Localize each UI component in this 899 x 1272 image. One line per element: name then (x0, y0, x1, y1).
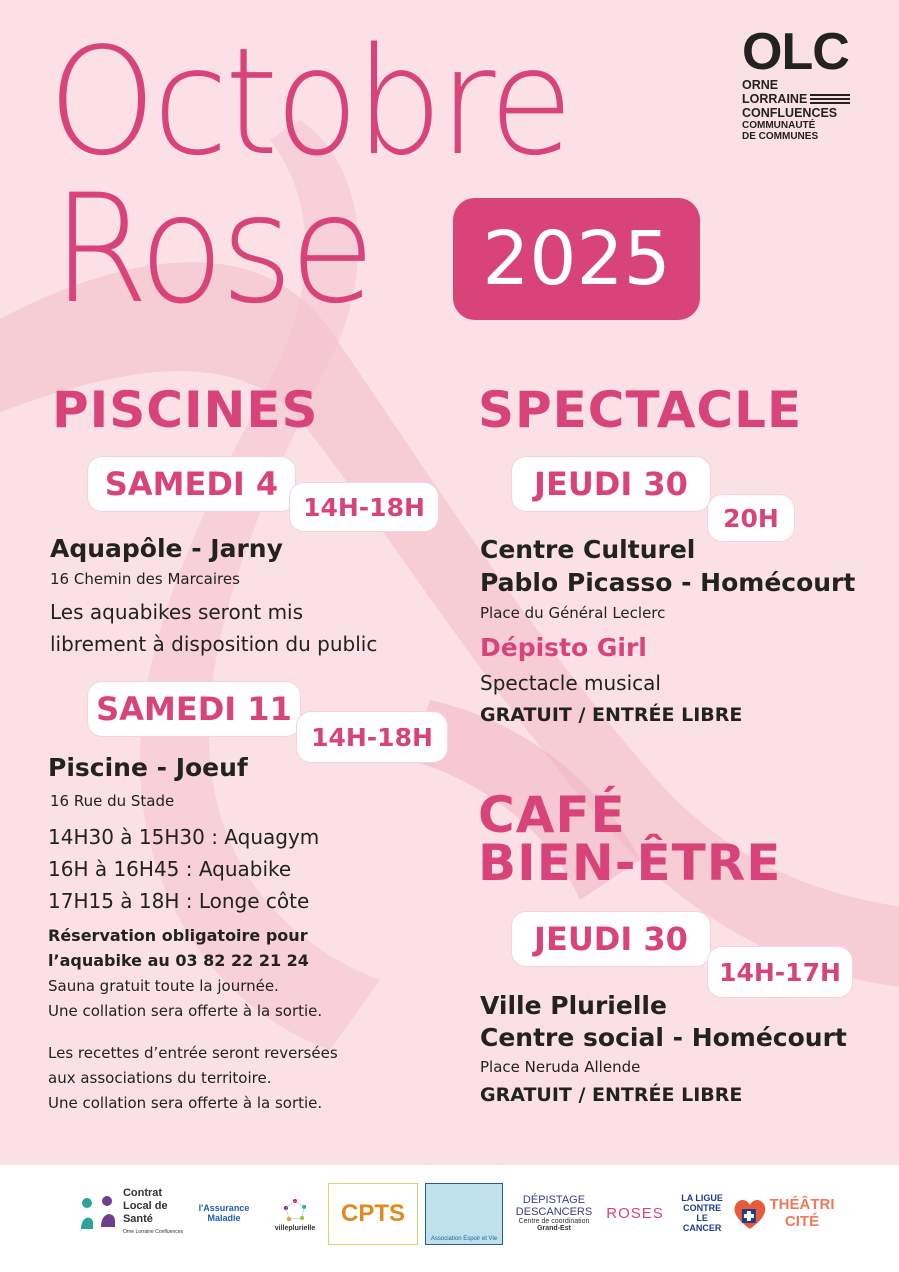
venue-centre-social: Centre social - Homécourt (480, 1023, 847, 1052)
logo-theatricite (769, 1183, 835, 1243)
venue-ville-plurielle: Ville Plurielle (480, 991, 667, 1020)
logo-ligue-contre-le-cancer (676, 1183, 768, 1243)
recettes-line2: aux associations du territoire. (48, 1069, 272, 1087)
assurance-line1: l'Assurance (198, 1203, 250, 1213)
piscines-day2-pill: SAMEDI 11 (88, 682, 300, 736)
roses-text: ROSES (606, 1204, 664, 1222)
spectacle-day-pill: JEUDI 30 (512, 457, 710, 511)
logo-espoir-et-vie (425, 1183, 503, 1245)
cafe-day-pill: JEUDI 30 (512, 912, 710, 966)
venue-aquapole: Aquapôle - Jarny (50, 534, 283, 563)
cls-line3: Santé (122, 1213, 153, 1225)
title-octobre: Octobre (48, 16, 570, 188)
piscines-day1-pill: SAMEDI 4 (88, 457, 295, 511)
theatre-line1: THÉÂTRI (769, 1196, 835, 1213)
depistage-line4: Grand-Est (537, 1225, 571, 1232)
venue-pablo-picasso: Pablo Picasso - Homécourt (480, 568, 856, 597)
venue-joeuf: Piscine - Joeuf (48, 753, 248, 782)
cls-line1: Contrat (122, 1187, 163, 1199)
spectacle-price: GRATUIT / ENTRÉE LIBRE (480, 704, 743, 726)
logo-depistage-cancers (508, 1183, 600, 1243)
cls-line2: Local de (122, 1200, 168, 1212)
olc-line1: ORNE (742, 78, 779, 92)
depistage-line1: DÉPISTAGE (522, 1194, 586, 1206)
sauna-info: Sauna gratuit toute la journée. (48, 977, 279, 995)
aquabike-info-line2: librement à disposition du public (50, 632, 378, 656)
ville-plurielle-dots-icon (280, 1195, 310, 1225)
schedule-line2: 16H à 16H45 : Aquabike (48, 857, 292, 881)
olc-line4: COMMUNAUTÉ (742, 120, 816, 131)
reservation-line2: l’aquabike au 03 82 22 21 24 (48, 951, 309, 970)
logo-roses (604, 1183, 666, 1243)
piscines-hours2-pill: 14H-18H (297, 712, 447, 762)
venue-centre-culturel: Centre Culturel (480, 535, 696, 564)
recettes-line1: Les recettes d’entrée seront reversées (48, 1044, 338, 1062)
depistage-line3: Centre de coordination (518, 1218, 590, 1225)
olc-logo (742, 23, 862, 142)
piscines-hours1-pill: 14H-18H (290, 483, 438, 531)
olc-abbr: OLC (742, 23, 849, 81)
ligue-heart-cross-icon (732, 1195, 768, 1231)
olc-line5: DE COMMUNES (742, 131, 819, 142)
spectacle-heading: SPECTACLE (478, 381, 803, 439)
aquabike-info-line1: Les aquabikes seront mis (50, 600, 304, 624)
ligue-line2: CONTRE (683, 1203, 722, 1213)
cls-people-icon (77, 1193, 119, 1233)
schedule-line3: 17H15 à 18H : Longe côte (48, 889, 310, 913)
ville-plurielle-text: villeplurielle (274, 1224, 316, 1232)
ligue-line1: LA LIGUE (681, 1193, 723, 1203)
piscines-heading: PISCINES (52, 381, 319, 439)
schedule-line1: 14H30 à 15H30 : Aquagym (48, 825, 320, 849)
address-spectacle: Place du Général Leclerc (480, 604, 666, 622)
address-joeuf: 16 Rue du Stade (50, 792, 175, 810)
olc-line3: CONFLUENCES (742, 106, 838, 120)
theatre-line2: CITÉ (784, 1213, 820, 1230)
espoir-text: Association Espoir et Vie (430, 1236, 498, 1242)
address-aquapole: 16 Chemin des Marcaires (50, 570, 240, 588)
cpts-text: CPTS (340, 1200, 405, 1227)
olc-bars-icon (810, 94, 850, 106)
year-badge: 2025 (453, 198, 700, 320)
olc-line2: LORRAINE (742, 92, 808, 106)
cafe-hours-pill: 14H-17H (708, 947, 852, 997)
show-type: Spectacle musical (480, 671, 661, 695)
assurance-line2: Maladie (207, 1213, 241, 1223)
cafe-price: GRATUIT / ENTRÉE LIBRE (480, 1084, 743, 1106)
recettes-line3: Une collation sera offerte à la sortie. (48, 1094, 323, 1112)
address-cafe: Place Neruda Allende (480, 1058, 641, 1076)
cafe-heading-line1: CAFÉ (478, 786, 626, 844)
ligue-line3: LE CANCER (682, 1213, 722, 1233)
title-rose: Rose (52, 163, 372, 337)
logo-cls (74, 1183, 186, 1243)
logo-ville-plurielle (266, 1183, 324, 1243)
spectacle-hours-pill: 20H (708, 495, 794, 541)
reservation-line1: Réservation obligatoire pour (48, 926, 308, 945)
show-title: Dépisto Girl (480, 633, 647, 662)
cafe-heading-line2: BIEN-ÊTRE (478, 834, 782, 892)
depistage-line2: DESCANCERS (515, 1206, 593, 1218)
logo-assurance-maladie (194, 1183, 254, 1243)
logo-cpts (328, 1183, 418, 1245)
cls-sub: Orne Lorraine Confluences (122, 1229, 184, 1235)
collation-info: Une collation sera offerte à la sortie. (48, 1002, 323, 1020)
